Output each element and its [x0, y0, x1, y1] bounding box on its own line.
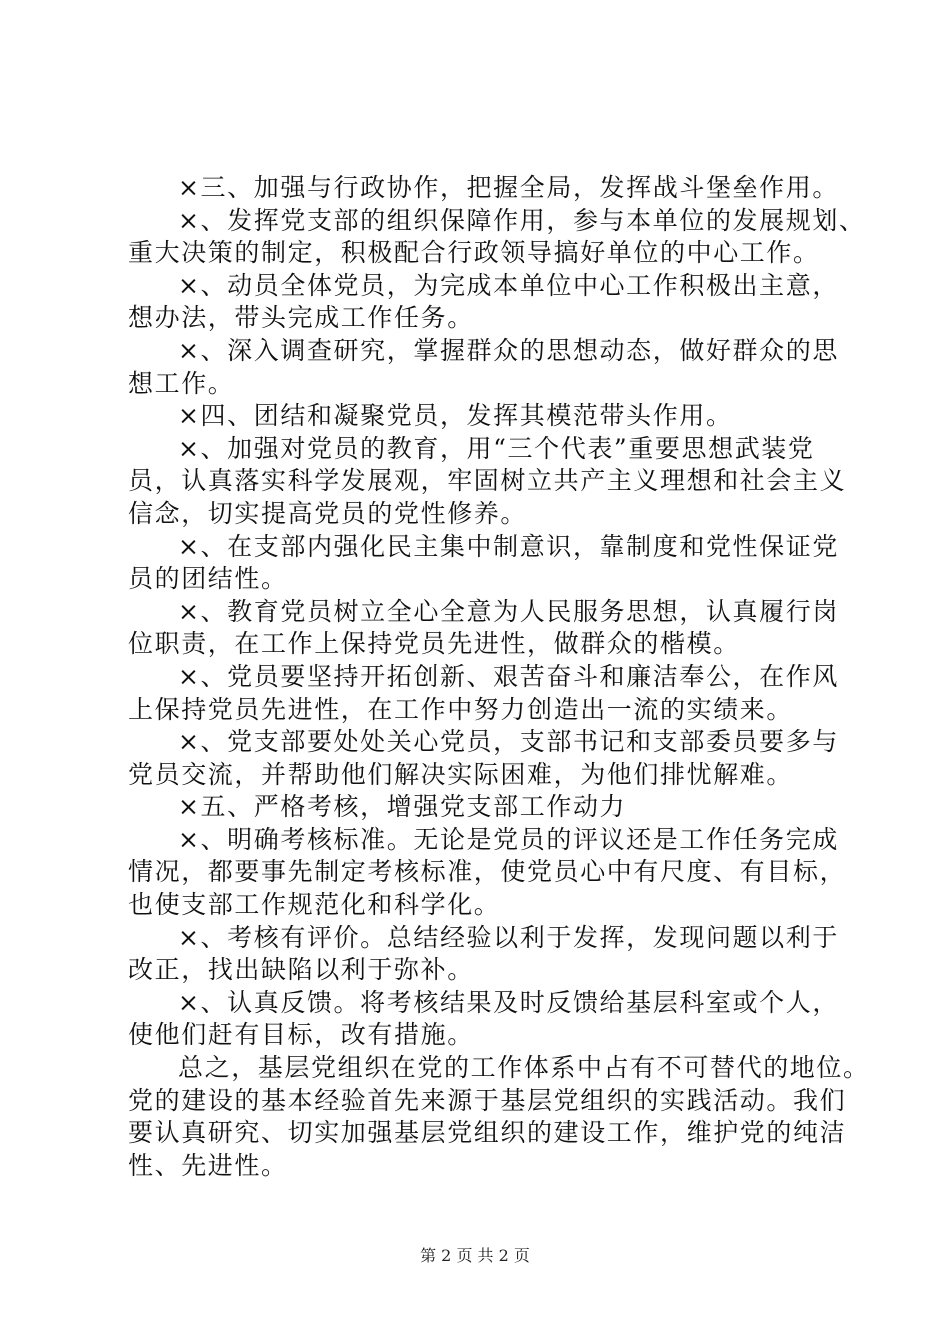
- text-line: 位职责，在工作上保持党员先进性，做群众的楷模。: [128, 629, 740, 659]
- text-line: ×、发挥党支部的组织保障作用，参与本单位的发展规划、: [178, 205, 866, 235]
- text-line: ×、明确考核标准。无论是党员的评议还是工作任务完成: [178, 824, 839, 854]
- text-line: 员的团结性。: [128, 564, 288, 594]
- text-line: ×、党支部要处处关心党员，支部书记和支部委员要多与: [178, 727, 839, 757]
- text-line: 性、先进性。: [128, 1150, 288, 1180]
- text-line: ×、教育党员树立全心全意为人民服务思想，认真履行岗: [178, 596, 839, 626]
- text-line: ×、在支部内强化民主集中制意识，靠制度和党性保证党: [178, 531, 839, 561]
- text-line: ×三、加强与行政协作，把握全局，发挥战斗堡垒作用。: [178, 173, 839, 202]
- document-body: [128, 172, 870, 1182]
- text-line: ×、深入调查研究，掌握群众的思想动态，做好群众的思: [178, 335, 839, 365]
- text-line: 信念，切实提高党员的党性修养。: [128, 498, 528, 528]
- text-line: 党的建设的基本经验首先来源于基层党组织的实践活动。我们: [128, 1085, 847, 1115]
- text-line: 总之，基层党组织在党的工作体系中占有不可替代的地位。: [178, 1053, 870, 1083]
- text-line: 想工作。: [128, 368, 235, 398]
- text-line: ×、党员要坚持开拓创新、艰苦奋斗和廉洁奉公，在作风: [178, 661, 839, 691]
- text-line: ×、动员全体党员，为完成本单位中心工作积极出主意，: [178, 270, 839, 300]
- text-line: 情况，都要事先制定考核标准，使党员心中有尺度、有目标，: [128, 857, 847, 887]
- page-number-label: 第 2 页 共 2 页: [420, 1246, 530, 1265]
- text-line: 上保持党员先进性，在工作中努力创造出一流的实绩来。: [128, 694, 794, 724]
- text-line: ×、考核有评价。总结经验以利于发挥，发现问题以利于: [178, 922, 839, 952]
- text-line: 改正，找出缺陷以利于弥补。: [128, 955, 474, 985]
- text-line: ×四、团结和凝聚党员，发挥其模范带头作用。: [178, 401, 733, 431]
- text-line: 使他们赶有目标，改有措施。: [128, 1020, 474, 1050]
- text-line: 党员交流，并帮助他们解决实际困难，为他们排忧解难。: [128, 759, 794, 789]
- text-line: ×、认真反馈。将考核结果及时反馈给基层科室或个人，: [178, 987, 839, 1017]
- text-line: 要认真研究、切实加强基层党组织的建设工作，维护党的纯洁: [128, 1118, 847, 1148]
- page-footer: [0, 1243, 950, 1266]
- text-line: 想办法，带头完成工作任务。: [128, 303, 474, 333]
- text-line: ×五、严格考核，增强党支部工作动力: [178, 792, 627, 822]
- text-line: 也使支部工作规范化和科学化。: [128, 890, 501, 920]
- text-line: 员，认真落实科学发展观，牢固树立共产主义理想和社会主义: [128, 466, 847, 496]
- text-line: 重大决策的制定，积极配合行政领导搞好单位的中心工作。: [128, 238, 820, 268]
- text-line: ×、加强对党员的教育，用“三个代表”重要思想武装党: [178, 433, 815, 463]
